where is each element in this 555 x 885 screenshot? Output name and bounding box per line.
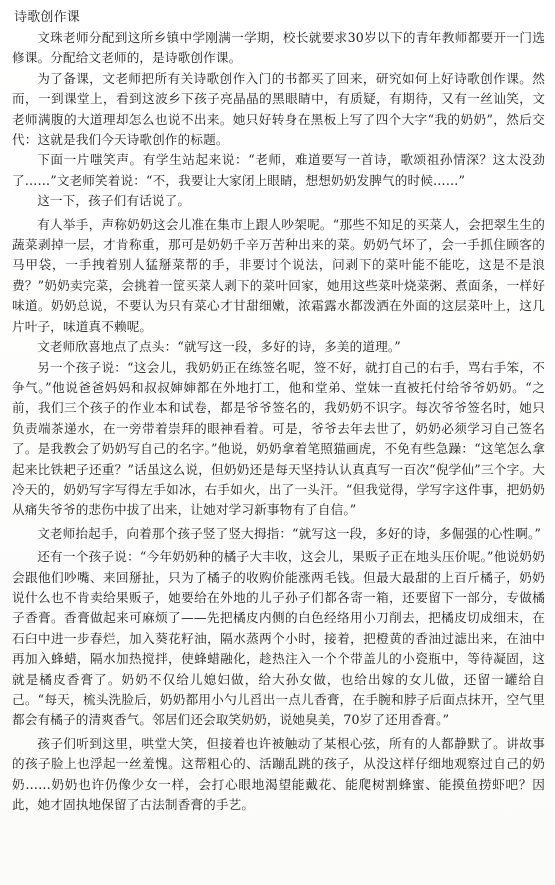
- paragraph-3: 下面一片嗤笑声。有学生站起来说：“老师，难道要写一首诗，歌颂祖孙情深？这太没劲了……”文老师笑着说：“不，我要让大家闭上眼睛，想想奶奶发脾气的时候……”: [12, 152, 545, 188]
- document-title: 诗歌创作课: [14, 10, 81, 25]
- paragraph-10: 孩子们听到这里，哄堂大笑，但接着也许被触动了某根心弦，所有的人都静默了。讲故事的孩子脸上也浮起一丝羞愧。这帮粗心的、活蹦乱跳的孩子，从没这样仔细地观察过自己的奶奶……奶奶也许仍像少女一样，会打心眼地渴望能戴花、能爬树割蜂蜜、能摸鱼捞虾吧？因此，她才固执地保留了古法制香膏的手艺。: [12, 735, 545, 813]
- paragraph-2: 为了备课，文老师把所有关诗歌创作入门的书都买了回来，研究如何上好诗歌创作课。然而，一到课堂上，看到这波乡下孩子亮晶晶的黑眼睛中，有质疑，有期待，又有一丝讪笑，文老师满腹的大道理却怎么也说不出来。她只好转身在黑板上写了四个大字“我的奶奶”，然后交代：这就是我们今天诗歌创作的标题。: [12, 70, 545, 148]
- paragraph-5: 有人举手，声称奶奶这会儿准在集市上跟人吵架呢。“那些不知足的买菜人，会把翠生生的蔬菜剥掉一层，才肯称重，那可是奶奶千辛万苦种出来的菜。奶奶气坏了，会一手抓住顾客的马甲袋，一手拽着别人猛掰菜帮的手，非要讨个说法，问剥下的菜叶能不能吃，这是不是浪费？”奶奶卖完菜，会挑着一筐买菜人剥下的菜叶回家，她用这些菜叶烧菜粥、煮面条，一样好味道。奶奶总说，不要认为只有菜心才甘甜细嫩，浓霜露水都泼洒在外面的这层菜叶上，这几片叶子，味道真不赖呢。: [12, 216, 545, 334]
- paragraph-7: 另一个孩子说：“这会儿，我奶奶正在练签名呢，签不好，就打自己的右手，骂右手笨，不争气。”他说爸爸妈妈和叔叔婶婶都在外地打工，他和堂弟、堂妹一直被托付给爷爷奶奶。“之前，我们三个孩子的作业本和试卷，都是爷爷签名的，我奶奶不识字。每次爷爷签名时，她只负责端茶递水，在一旁带着崇拜的眼神看着。可是，爷爷去年去世了，奶奶必须学习自己签名了。是我教会了奶奶写自己的名字。”他说，奶奶拿着笔照猫画虎，不免有些急躁：“这笔怎么拿起来比铁耙子还重？”话虽这么说，但奶奶还是每天坚持认认真真写一百次“倪学仙”三个字。大冷天的，奶奶写字写得左手如冰，右手如火，出了一头汗。“但我觉得，学写字这件事，把奶奶从痛失爷爷的悲伤中拔了出来，让她对学习新事物有了自信。”: [12, 359, 545, 518]
- paragraph-4: 这一下，孩子们有话说了。: [37, 193, 191, 209]
- paragraph-6: 文老师欣喜地点了点头：“就写这一段，多好的诗，多美的道理。”: [37, 339, 401, 355]
- paragraph-8: 文老师抬起手，向着那个孩子竖了竖大拇指：“就写这一段，多好的诗，多倔强的心性啊。”: [37, 525, 542, 541]
- paragraph-9: 还有一个孩子说：“今年奶奶种的橘子大丰收，这会儿，果贩子正在地头压价呢。”他说奶奶会跟他们吵嘴、来回掰扯，只为了橘子的收购价能涨两毛钱。但最大最甜的上百斤橘子，奶奶说什么也不肯卖给果贩子，她要给在外地的儿子孙子们都各寄一箱，还要留下一部分，专做橘子香膏。香膏做起来可麻烦了——先把橘皮内侧的白色经络用小刀削去，把橘皮切成细末，在石臼中进一步春烂，加入葵花籽油，隔水蒸两个小时，接着，把橙黄的香油过滤出来，在油中再加入蜂蜡，隔水加热搅拌，使蜂蜡融化，趁热注入一个个带盖儿的小瓷瓶中，等待凝固，这就是橘皮香膏了。奶奶不仅给儿媳妇做，给大孙女做，也给出嫁的女儿做，还留一罐给自己。“每天，梳头洗脸后，奶奶都用小勺儿舀出一点儿香膏，在手腕和脖子后面点抹开，空气里都会有橘子的清爽香气。邻居们还会取笑奶奶，说她臭美，70岁了还用香膏。”: [12, 549, 545, 728]
- paragraph-1: 文珠老师分配到这所乡镇中学刚满一学期，校长就要求30岁以下的青年教师都要开一门选修课。分配给文老师的，是诗歌创作课。: [12, 30, 545, 66]
